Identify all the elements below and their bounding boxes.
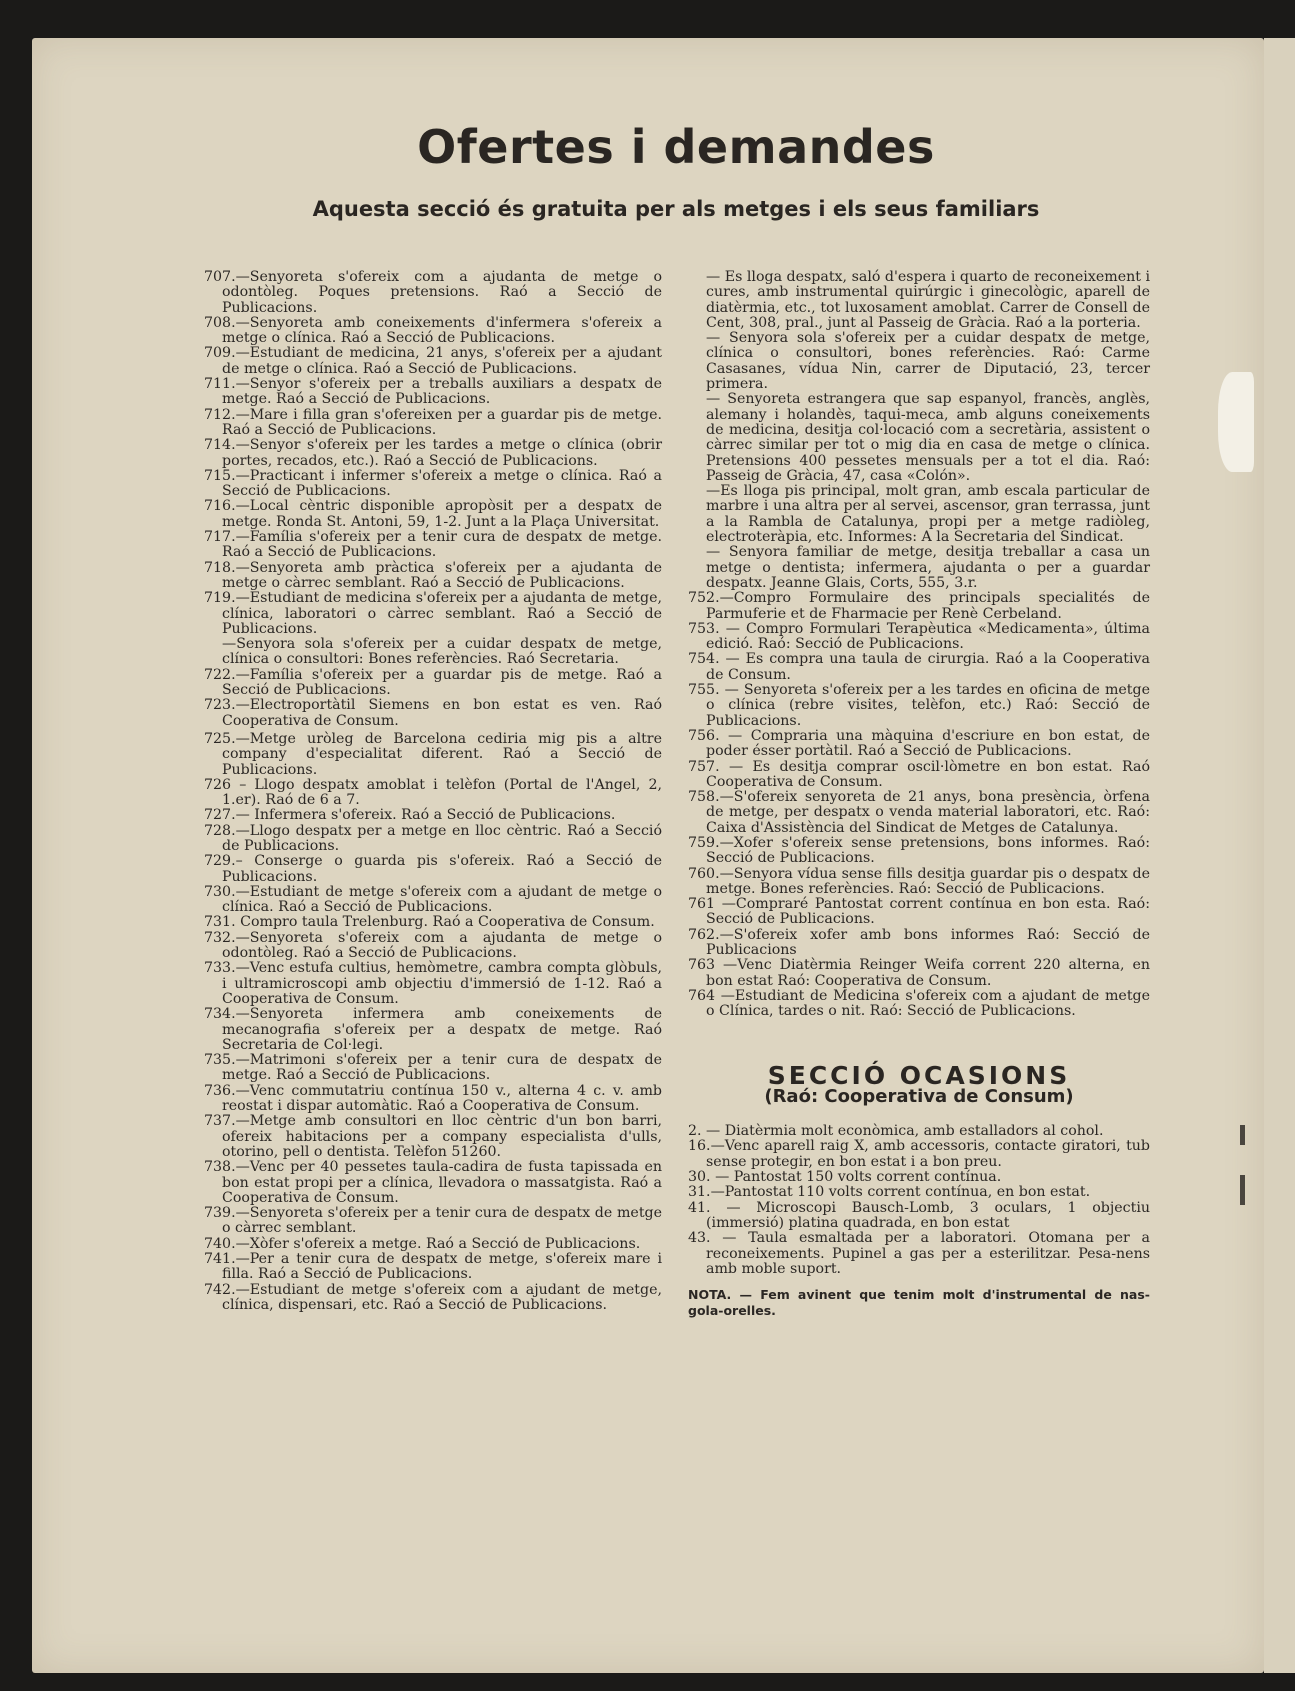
list-item: 708.—Senyoreta amb coneixements d'infermera s'ofereix a metge o clínica. Raó a Secció de Publicacions.: [204, 314, 662, 347]
list-item: 725.—Metge uròleg de Barcelona cediria mig pis a altre company d'especialitat diferent. Raó a Secció de Publicacions.: [204, 730, 662, 778]
list-item: 719.—Estudiant de medicina s'ofereix per a ajudanta de metge, clínica, laboratori o càrrec semblant. Raó a Secció de Publicacions.: [204, 590, 662, 637]
list-item: 739.—Senyoreta s'ofereix per a tenir cura de despatx de metge o càrrec semblant.: [204, 1205, 662, 1237]
list-item: 757. — Es desitja comprar oscil·lòmetre en bon estat. Raó Cooperativa de Consum.: [688, 758, 1150, 790]
section-title: SECCIÓ OCASIONS: [767, 1060, 1071, 1090]
binding-edge: [1264, 38, 1295, 1673]
list-item: —Es lloga pis principal, molt gran, amb escala particular de marbre i una altra per al servei, ascensor, gran terrassa, junt a la Rambla de Catalunya, propi per a metge radiòleg, electroteràpia, etc. Informes: A la Secretaria del Sindicat.: [706, 483, 1150, 546]
scan-paper-tab: [1218, 372, 1254, 472]
list-item: — Es lloga despatx, saló d'espera i quarto de reconeixement i cures, amb instrumental quirúrgic i ginecològic, aparell de diatèrmia, etc., tot luxosament amoblat. Carrer de Consell de Cent, 308, pral., junt al Passeig de Gràcia. Raó a la porteria.: [706, 269, 1150, 331]
list-item: —Senyora sola s'ofereix per a cuidar despatx de metge, clínica o consultori: Bones referències. Raó Secretaria.: [222, 636, 662, 668]
list-item: 714.—Senyor s'ofereix per les tardes a metge o clínica (obrir portes, recados, etc.). Raó a Secció de Publicacions.: [204, 437, 662, 469]
list-item: 729.– Conserge o guarda pis s'ofereix. Raó a Secció de Publicacions.: [204, 853, 662, 885]
right-column: [688, 270, 1150, 1319]
list-item: 711.—Senyor s'ofereix per a treballs auxiliars a despatx de metge. Raó a Secció de Publicacions.: [204, 376, 662, 408]
list-item: 30. — Pantostat 150 volts corrent contínua.: [688, 1169, 1002, 1186]
list-item: 717.—Família s'ofereix per a tenir cura de despatx de metge. Raó a Secció de Publicacions.: [204, 529, 662, 561]
list-item: 759.—Xofer s'ofereix sense pretensions, bons informes. Raó: Secció de Publicacions.: [688, 834, 1150, 867]
list-item: 726 – Llogo despatx amoblat i telèfon (Portal de l'Angel, 2, 1.er). Raó de 6 a 7.: [204, 776, 662, 809]
list-item: — Senyora familiar de metge, desitja treballar a casa un metge o dentista; infermera, ajudanta o per a guardar despatx. Jeanne Glais, Corts, 555, 3.r.: [706, 544, 1150, 591]
note: NOTA. — Fem avinent que tenim molt d'instrumental de nas-gola-orelles.: [688, 1287, 1150, 1319]
left-column: [204, 270, 662, 1313]
page-title: Ofertes i demandes: [417, 120, 935, 174]
list-item: 753. — Compro Formulari Terapèutica «Medicamenta», última edició. Raó: Secció de Publicacions.: [688, 620, 1150, 653]
list-item: 712.—Mare i filla gran s'ofereixen per a guardar pis de metge. Raó a Secció de Publicacions.: [204, 406, 662, 438]
margin-mark: [1240, 1175, 1245, 1205]
list-item: 741.—Per a tenir cura de despatx de metge, s'ofereix mare i filla. Raó a Secció de Publicacions.: [204, 1251, 662, 1283]
list-item: — Senyoreta estrangera que sap espanyol, francès, anglès, alemany i holandès, taqui-meca, amb alguns coneixements de medicina, desitja col·locació com a secretària, assistent o càrrec similar per tot o mig dia en casa de metge o clínica. Pretensions 400 pessetes mensuals per a tot el dia. Raó: Passeig de Gràcia, 47, casa «Colón».: [706, 391, 1150, 484]
list-item: 727.— Infermera s'ofereix. Raó a Secció de Publicacions.: [204, 807, 616, 824]
list-item: 756. — Compraria una màquina d'escriure en bon estat, de poder ésser portàtil. Raó a Secció de Publicacions.: [688, 727, 1150, 760]
list-item: 763 —Venc Diatèrmia Reinger Weifa corrent 220 alterna, en bon estat Raó: Cooperativa de Consum.: [688, 957, 1150, 989]
list-item: 737.—Metge amb consultori en lloc cèntric d'un bon barri, ofereix habitacions per a company especialista d'ulls, otorino, pell o dentista. Telèfon 51260.: [204, 1113, 662, 1160]
list-item: 41. — Microscopi Bausch-Lomb, 3 oculars, 1 objectiu (immersió) platina quadrada, en bon estat: [688, 1199, 1150, 1231]
list-item: 742.—Estudiant de metge s'ofereix com a ajudant de metge, clínica, dispensari, etc. Raó a Secció de Publicacions.: [204, 1281, 662, 1313]
list-item: 735.—Matrimoni s'ofereix per a tenir cura de despatx de metge. Raó a Secció de Publicacions.: [204, 1052, 662, 1084]
list-item: 731. Compro taula Trelenburg. Raó a Cooperativa de Consum.: [204, 914, 655, 931]
list-item: 738.—Venc per 40 pessetes taula-cadira de fusta tapissada en bon estat propi per a clínica, llevadora o massatgista. Raó a Cooperativa de Consum.: [204, 1159, 662, 1206]
list-item: 760.—Senyora vídua sense fills desitja guardar pis o despatx de metge. Bones referències. Raó: Secció de Publicacions.: [688, 865, 1150, 897]
list-item: 740.—Xòfer s'ofereix a metge. Raó a Secció de Publicacions.: [204, 1235, 641, 1252]
list-item: 709.—Estudiant de medicina, 21 anys, s'ofereix per a ajudant de metge o clínica. Raó a Secció de Publicacions.: [204, 345, 662, 377]
list-item: 733.—Venc estufa cultius, hemòmetre, cambra compta glòbuls, i ultramicroscopi amb objectiu d'immersió de 1-12. Raó a Cooperativa de Consum.: [204, 960, 662, 1007]
list-item: 761 —Compraré Pantostat corrent contínua en bon esta. Raó: Secció de Publicacions.: [688, 896, 1150, 928]
list-item: 707.—Senyoreta s'ofereix com a ajudanta de metge o odontòleg. Poques pretensions. Raó a Secció de Publicacions.: [204, 269, 662, 316]
list-item: — Senyora sola s'ofereix per a cuidar despatx de metge, clínica o consultori, bones referències. Raó: Carme Casasanes, vídua Nin, carrer de Diputació, 23, tercer primera.: [706, 330, 1150, 393]
list-item: 758.—S'ofereix senyoreta de 21 anys, bona presència, òrfena de metge, per despatx o venda material laboratori, etc. Raó: Caixa d'Assistència del Sindicat de Metges de Catalunya.: [688, 789, 1150, 836]
list-item: 723.—Electroportàtil Siemens en bon estat es ven. Raó Cooperativa de Consum.: [204, 697, 662, 729]
list-item: 728.—Llogo despatx per a metge en lloc cèntric. Raó a Secció de Publicacions.: [204, 822, 662, 854]
list-item: 762.—S'ofereix xofer amb bons informes Raó: Secció de Publicacions: [688, 926, 1150, 959]
list-item: 764 —Estudiant de Medicina s'ofereix com a ajudant de metge o Clínica, tardes o nit. Raó: Secció de Publicacions.: [688, 987, 1150, 1020]
page-subtitle: Aquesta secció és gratuita per als metges i els seus familiars: [312, 197, 1040, 221]
list-item: 734.—Senyoreta infermera amb coneixements de mecanografia s'ofereix per a despatx de metge. Raó Secretaria de Col·legi.: [204, 1006, 662, 1053]
list-item: 718.—Senyoreta amb pràctica s'ofereix per a ajudanta de metge o càrrec semblant. Raó a Secció de Publicacions.: [204, 559, 662, 591]
margin-mark: [1240, 1125, 1245, 1145]
list-item: 752.—Compro Formulaire des principals specialités de Parmuferie et de Fharmacie per Renè Cerbeland.: [688, 590, 1150, 622]
list-item: 736.—Venc commutatriu contínua 150 v., alterna 4 c. v. amb reostat i dispar automàtic. Raó a Cooperativa de Consum.: [204, 1082, 662, 1115]
list-item: 43. — Taula esmaltada per a laboratori. Otomana per a reconeixements. Pupinel a gas per a esterilitzar. Pesa-nens amb moble suport.: [688, 1230, 1150, 1277]
section-subtitle: (Raó: Cooperativa de Consum): [764, 1085, 1074, 1107]
list-item: 2. — Diatèrmia molt econòmica, amb estalladors al cohol.: [688, 1123, 1104, 1140]
list-item: 715.—Practicant i infermer s'ofereix a metge o clínica. Raó a Secció de Publicacions.: [204, 467, 662, 500]
list-item: 716.—Local cèntric disponible apropòsit per a despatx de metge. Ronda St. Antoni, 59, 1-2. Junt a la Plaça Universitat.: [204, 498, 662, 530]
list-item: 16.—Venc aparell raig X, amb accessoris, contacte giratori, tub sense protegir, en bon estat i a bon preu.: [688, 1138, 1150, 1170]
list-item: 754. — Es compra una taula de cirurgia. Raó a la Cooperativa de Consum.: [688, 651, 1150, 683]
list-item: 31.—Pantostat 110 volts corrent contínua, en bon estat.: [688, 1184, 1091, 1201]
list-item: 730.—Estudiant de metge s'ofereix com a ajudant de metge o clínica. Raó a Secció de Publicacions.: [204, 883, 662, 916]
list-item: 722.—Família s'ofereix per a guardar pis de metge. Raó a Secció de Publicacions.: [204, 666, 662, 699]
list-item: 732.—Senyoreta s'ofereix com a ajudanta de metge o odontòleg. Raó a Secció de Publicacions.: [204, 929, 662, 962]
list-item: 755. — Senyoreta s'ofereix per a les tardes en oficina de metge o clínica (rebre visites, telèfon, etc.) Raó: Secció de Publicacions.: [688, 682, 1150, 729]
